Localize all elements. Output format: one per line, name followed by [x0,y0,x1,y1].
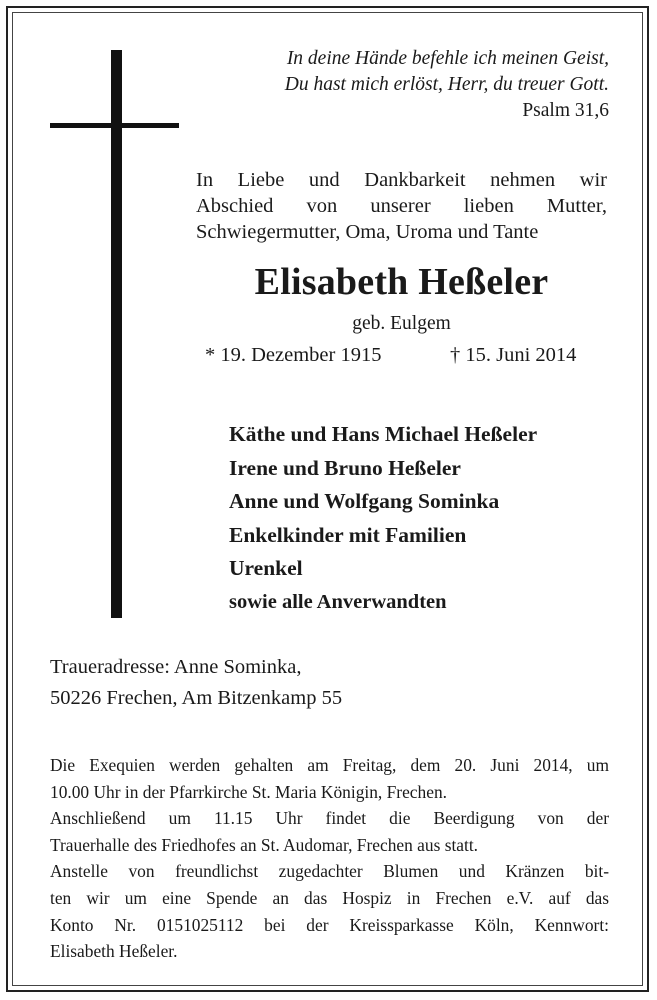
address-line-2: 50226 Frechen, Am Bitzenkamp 55 [50,687,343,709]
funeral-line: Elisabeth Heßeler. [50,941,178,962]
survivor-line: Irene und Bruno Heßeler [229,455,461,480]
cross-vertical-bar [111,50,122,618]
funeral-line: Anstelle von freundlichst zugedachter Blumen und Kränzen bit- [50,861,609,882]
quote-line-2: Du hast mich erlöst, Herr, du treuer Gott. [284,74,609,95]
life-dates [205,344,577,367]
deceased-name: Elisabeth Heßeler [254,261,549,303]
survivors-list [229,418,537,619]
bible-quote [285,46,609,124]
intro-text [196,167,607,245]
intro-line-2: Abschied von unserer lieben Mutter, [196,195,607,217]
intro-line-3: Schwiegermutter, Oma, Uroma und Tante [196,221,539,243]
funeral-line: 10.00 Uhr in der Pfarrkirche St. Maria Königin, Frechen. [50,781,447,802]
maiden-name: geb. Eulgem [352,313,451,334]
survivor-line: Urenkel [229,556,303,580]
funeral-line: Trauerhalle des Friedhofes an St. Audomar, Frechen aus statt. [50,834,479,855]
quote-reference: Psalm 31,6 [522,100,609,121]
funeral-line: Anschließend um 11.15 Uhr findet die Beerdigung von der [50,808,609,829]
birth-date: * 19. Dezember 1915 [205,344,382,366]
intro-line-1: In Liebe und Dankbarkeit nehmen wir [196,169,607,191]
survivor-line: Enkelkinder mit Familien [229,522,467,547]
cross-horizontal-bar [50,123,179,128]
quote-line-1: In deine Hände befehle ich meinen Geist, [286,48,609,69]
death-date: † 15. Juni 2014 [450,344,577,366]
funeral-line: Die Exequien werden gehalten am Freitag, dem 20. Juni 2014, um [50,755,609,775]
survivor-line: Käthe und Hans Michael Heßeler [229,422,538,446]
funeral-line: Konto Nr. 0151025112 bei der Kreissparkasse Köln, Kennwort: [50,914,609,935]
survivor-line: sowie alle Anverwandten [229,590,447,613]
funeral-details [50,752,609,965]
mourning-address [50,652,342,714]
funeral-line: ten wir um eine Spende an das Hospiz in Frechen e.V. auf das [50,887,609,908]
survivor-line: Anne und Wolfgang Sominka [229,489,500,513]
address-line-1: Traueradresse: Anne Sominka, [50,656,302,678]
